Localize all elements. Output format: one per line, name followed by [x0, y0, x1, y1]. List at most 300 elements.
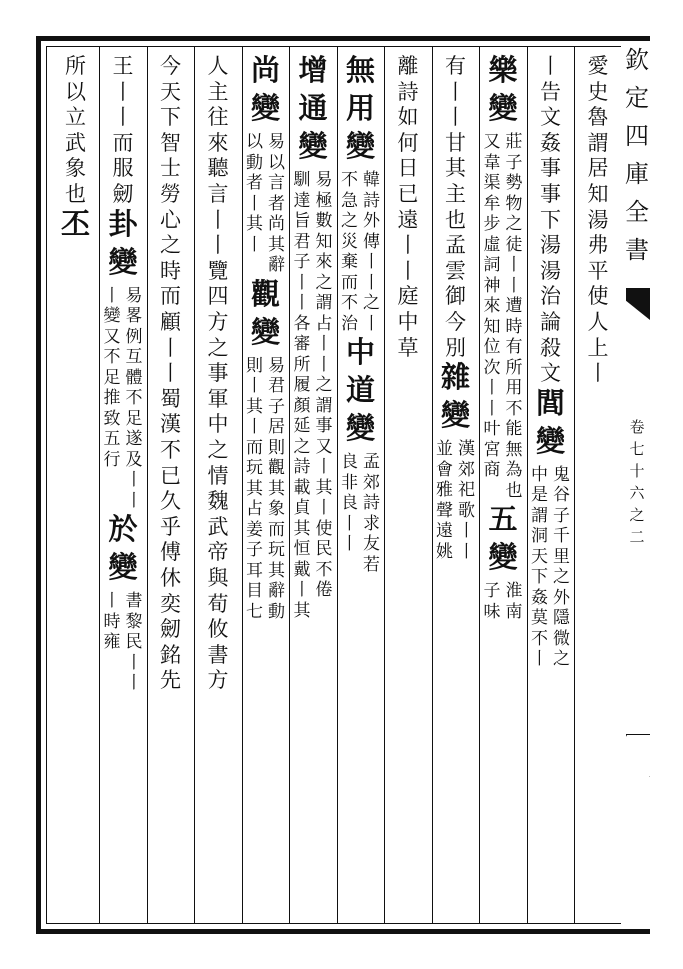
annotation-char: 遭 [505, 296, 523, 316]
annotation-char: 易 [125, 285, 143, 306]
text-char: 日 [397, 156, 419, 181]
text-char: 何 [397, 130, 419, 155]
annotation-char: 書 [125, 591, 143, 612]
text-char: 甘 [445, 130, 466, 155]
annotation-char: 宮 [483, 439, 501, 460]
text-char: 使 [587, 284, 609, 309]
text-char: 湯 [540, 258, 561, 283]
annotation-char: 南 [505, 601, 523, 622]
text-char: 中 [397, 310, 419, 334]
text-char: 攸 [207, 617, 229, 642]
text-char: 聽 [207, 156, 229, 181]
annotation-char: 步 [483, 214, 501, 234]
text-char: 事 [540, 182, 561, 206]
annotation-char: 目 [246, 581, 263, 601]
annotation-char: 下 [531, 567, 548, 588]
text-char: 象 [65, 156, 86, 181]
annotation-char: 之 [315, 375, 333, 395]
text-char: 而 [160, 284, 181, 309]
column-divider [527, 47, 528, 923]
text-char: 人 [587, 310, 609, 334]
annotation-char: 例 [125, 326, 143, 347]
annotation-char: 馴 [293, 170, 311, 190]
annotation-char: 丨 [246, 417, 263, 437]
column-divider [194, 47, 195, 923]
text-char: 丨 [445, 79, 466, 104]
annotation-char: 丨 [246, 376, 263, 396]
heading-char: 增 [298, 53, 328, 87]
annotation-char: 遂 [125, 429, 143, 450]
annotation-char: 叶 [483, 419, 501, 439]
text-char: 文 [540, 105, 561, 130]
annotation-char: 並 [436, 439, 453, 460]
annotation-char: 知 [483, 316, 501, 337]
annotation-char: 又 [483, 132, 501, 152]
text-char: 王 [112, 54, 134, 78]
book-title-margin [620, 42, 654, 282]
column-divider [289, 47, 290, 923]
annotation-char: 畧 [125, 306, 143, 327]
annotation-char: 是 [531, 485, 548, 506]
annotation-char: 姦 [531, 587, 548, 608]
annotation-char: 外 [363, 211, 380, 231]
column-divider [99, 47, 100, 923]
text-char: 論 [540, 310, 561, 334]
text-char: 之 [207, 438, 229, 462]
annotation-char: 戴 [293, 559, 311, 580]
annotation-char: 之 [553, 649, 570, 670]
text-char: 今 [160, 54, 181, 78]
annotation-char: 言 [268, 173, 285, 193]
annotation-char: 商 [483, 460, 501, 480]
annotation-char: 丨 [246, 193, 263, 214]
text-char: 魯 [587, 105, 609, 130]
text-char: 庭 [397, 284, 419, 309]
heading-char: 通 [298, 91, 328, 125]
title-char: 四 [625, 122, 649, 150]
text-char: 立 [65, 105, 86, 130]
text-char: 告 [540, 79, 561, 104]
annotation-char: 其 [246, 214, 263, 234]
title-char: 欽 [625, 46, 649, 74]
text-char: 也 [445, 207, 466, 232]
annotation-char: 其 [268, 560, 285, 581]
volume-char: 六 [629, 484, 645, 502]
text-char: 銘 [160, 642, 181, 667]
heading-char: 變 [108, 244, 138, 279]
text-char: 心 [160, 207, 181, 232]
annotation-char: 動 [268, 601, 285, 622]
annotation-char: 謂 [315, 395, 333, 416]
annotation-char: 延 [293, 416, 311, 436]
column-divider [479, 47, 480, 923]
annotation-char: 不 [341, 293, 358, 313]
annotation-char: 所 [505, 357, 523, 378]
annotation-char: 急 [341, 190, 358, 211]
annotation-char: 詩 [363, 190, 380, 211]
annotation-char: 丨 [363, 313, 380, 334]
annotation-char: 之 [505, 214, 523, 234]
title-char: 全 [625, 198, 649, 226]
annotation-char: 行 [103, 449, 121, 470]
annotation-char: 外 [553, 587, 570, 608]
annotation-char: 極 [315, 190, 333, 211]
annotation-char: 次 [483, 357, 501, 378]
text-char: 已 [397, 182, 419, 206]
text-char: 天 [160, 79, 181, 104]
annotation-char: 各 [293, 313, 311, 334]
text-char: 主 [445, 182, 466, 206]
text-char: 服 [112, 156, 134, 181]
annotation-char: 易 [268, 355, 285, 376]
annotation-char: 貞 [293, 498, 311, 518]
annotation-char: 時 [103, 611, 121, 632]
annotation-char: 郊 [458, 459, 475, 480]
annotation-char: 時 [505, 316, 523, 337]
annotation-char: 謂 [315, 293, 333, 313]
text-char: 情 [207, 463, 229, 488]
text-char: 詩 [397, 79, 419, 104]
text-char: 丨 [397, 233, 419, 258]
annotation-char: 丨 [315, 498, 333, 518]
heading-char: 變 [488, 540, 518, 574]
annotation-char: 求 [363, 513, 380, 534]
annotation-char: 互 [125, 347, 143, 368]
annotation-char: 致 [103, 408, 121, 429]
annotation-char: 易 [268, 132, 285, 152]
text-char: 也 [65, 182, 86, 206]
annotation-char: 丨 [531, 649, 548, 670]
text-char: 方 [207, 310, 229, 334]
annotation-char: 者 [246, 173, 263, 193]
annotation-char: 君 [293, 231, 311, 252]
annotation-char: 有 [505, 337, 523, 357]
annotation-char: 丨 [341, 534, 358, 554]
annotation-char: 災 [341, 231, 358, 252]
annotation-char: 君 [268, 376, 285, 396]
text-char: 上 [587, 335, 609, 360]
annotation-char: 丨 [293, 580, 311, 600]
text-char: 別 [445, 335, 466, 360]
annotation-char: 旨 [293, 211, 311, 231]
text-char: 來 [207, 130, 229, 155]
annotation-char: 者 [268, 193, 285, 214]
annotation-char: 民 [125, 632, 143, 653]
title-char: 書 [625, 236, 649, 264]
annotation-char: 非 [341, 472, 358, 493]
annotation-char: 微 [553, 628, 570, 649]
annotation-char: 足 [125, 408, 143, 429]
annotation-char: 之 [315, 272, 333, 293]
annotation-char: 不 [341, 170, 358, 190]
annotation-char: 祀 [458, 480, 475, 501]
annotation-char: 其 [293, 600, 311, 621]
text-char: 往 [207, 105, 229, 130]
annotation-char: 丨 [363, 252, 380, 272]
annotation-char: 數 [315, 211, 333, 231]
column-divider [242, 47, 243, 923]
annotation-char: 丨 [483, 378, 501, 398]
annotation-char: 詩 [293, 457, 311, 477]
text-char: 奕 [160, 591, 181, 616]
annotation-char: 之 [553, 567, 570, 588]
annotation-char: 之 [293, 436, 311, 457]
annotation-char: 丨 [483, 398, 501, 419]
text-char: 姦 [540, 130, 561, 155]
text-char: 殺 [540, 335, 561, 360]
annotation-char: 良 [341, 452, 358, 472]
annotation-char: 民 [315, 539, 333, 559]
annotation-char: 其 [246, 396, 263, 417]
annotation-char: 能 [505, 419, 523, 439]
annotation-char: 千 [553, 526, 570, 547]
annotation-char: 雍 [103, 632, 121, 653]
text-char: 與 [207, 566, 229, 590]
text-char: 中 [207, 412, 229, 437]
volume-char: 二 [629, 528, 645, 546]
annotation-char: 而 [341, 272, 358, 293]
annotation-char: 詩 [363, 493, 380, 513]
text-char: 之 [207, 335, 229, 360]
text-char: 今 [445, 310, 466, 334]
volume-char: 卷 [629, 418, 645, 436]
text-char: 蜀 [160, 386, 181, 411]
annotation-char: 不 [505, 398, 523, 419]
text-char: 事 [540, 156, 561, 181]
text-char: 丨 [160, 361, 181, 386]
annotation-char: 丨 [103, 285, 121, 306]
annotation-char: 謂 [531, 505, 548, 526]
annotation-char: 丨 [293, 272, 311, 293]
text-char: 治 [540, 284, 561, 309]
annotation-char: 歌 [458, 500, 475, 521]
text-char: 武 [207, 514, 229, 539]
column-divider [147, 47, 148, 923]
heading-char: 雜 [440, 360, 470, 395]
annotation-char: 丨 [458, 521, 475, 542]
text-char: 丨 [397, 258, 419, 283]
annotation-char: 聲 [436, 500, 453, 521]
annotation-char: 姜 [246, 519, 263, 540]
heading-char: 觀 [250, 276, 280, 311]
annotation-char: 孟 [363, 452, 380, 472]
heading-char: 變 [345, 411, 375, 445]
column-divider [574, 47, 575, 923]
annotation-char: 徒 [505, 234, 523, 255]
text-char: 漢 [160, 412, 181, 437]
annotation-char: 中 [531, 464, 548, 485]
annotation-char: 洞 [531, 526, 548, 547]
text-char: 而 [112, 130, 134, 155]
annotation-char: 丨 [315, 334, 333, 354]
text-char: 如 [397, 105, 419, 130]
text-char: 弗 [587, 233, 609, 258]
annotation-char: 尚 [268, 214, 285, 234]
text-char: 下 [540, 207, 561, 232]
text-char: 御 [445, 284, 466, 309]
heading-char: 卦 [108, 206, 138, 241]
annotation-char: 勢 [505, 173, 523, 193]
text-char: 史 [587, 79, 609, 104]
text-char: 下 [160, 105, 181, 130]
annotation-char: 丨 [125, 490, 143, 511]
annotation-char: 七 [246, 601, 263, 622]
annotation-char: 丨 [505, 255, 523, 275]
annotation-char: 子 [268, 396, 285, 417]
text-char: 離 [397, 54, 419, 78]
annotation-char: 味 [483, 601, 501, 622]
text-char: 先 [160, 668, 181, 693]
annotation-char: 居 [268, 417, 285, 437]
annotation-char: 知 [315, 231, 333, 252]
annotation-char: 若 [363, 554, 380, 575]
text-char: 覽 [207, 258, 229, 283]
text-char: 勞 [160, 182, 181, 206]
annotation-char: 丨 [363, 272, 380, 293]
annotation-char: 漢 [458, 439, 475, 460]
annotation-char: 遠 [436, 521, 453, 542]
text-char: 士 [160, 156, 181, 181]
text-char: 人 [207, 54, 229, 78]
annotation-char: 姚 [436, 541, 453, 562]
text-char: 之 [160, 233, 181, 258]
text-char: 劒 [160, 617, 181, 642]
annotation-char: 傳 [363, 231, 380, 252]
text-char: 言 [207, 182, 229, 206]
annotation-char: 子 [483, 581, 501, 601]
text-char: 丨 [207, 233, 229, 258]
annotation-char: 觀 [268, 458, 285, 478]
annotation-char: 丨 [125, 652, 143, 673]
annotation-char: 天 [531, 546, 548, 567]
annotation-char: 韋 [483, 152, 501, 173]
text-char: 不 [160, 438, 181, 462]
text-char: 有 [445, 54, 466, 78]
text-char: 雲 [445, 258, 466, 283]
heading-char: 無 [345, 53, 375, 87]
text-char: 遠 [397, 207, 419, 232]
annotation-char: 詞 [483, 255, 501, 275]
annotation-char: 易 [315, 170, 333, 190]
annotation-char: 則 [268, 437, 285, 458]
fishtail-lower-mark [626, 734, 650, 778]
annotation-char: 谷 [553, 485, 570, 506]
text-char: 丨 [112, 105, 134, 130]
heading-char: 變 [250, 91, 280, 125]
column-divider [384, 47, 385, 923]
text-char: 劒 [112, 182, 134, 206]
annotation-char: 渠 [483, 173, 501, 193]
annotation-char: 友 [363, 534, 380, 554]
annotation-char: 丨 [505, 275, 523, 296]
annotation-char: 不 [315, 559, 333, 580]
annotation-char: 履 [293, 375, 311, 395]
annotation-char: 以 [246, 132, 263, 152]
text-char: 平 [587, 258, 609, 283]
annotation-char: 之 [341, 211, 358, 231]
text-char: 方 [207, 668, 229, 693]
text-char: 知 [587, 182, 609, 206]
annotation-char: 子 [293, 252, 311, 272]
text-char: 休 [160, 566, 181, 590]
volume-char: 之 [629, 506, 645, 524]
heading-char: 用 [345, 91, 375, 125]
annotation-char: 體 [125, 367, 143, 388]
heading-char: 丕 [60, 206, 90, 241]
annotation-char: 達 [293, 190, 311, 211]
annotation-char: 會 [436, 459, 453, 480]
heading-char: 尚 [250, 53, 280, 87]
text-char: 丨 [587, 361, 609, 386]
text-char: 乎 [160, 514, 181, 539]
annotation-char: 子 [553, 505, 570, 526]
annotation-char: 丨 [315, 354, 333, 375]
text-char: 丨 [160, 335, 181, 360]
annotation-char: 辭 [268, 581, 285, 601]
annotation-char: 事 [315, 416, 333, 436]
annotation-char: 又 [103, 326, 121, 347]
text-char: 謂 [587, 130, 609, 155]
annotation-char: 動 [246, 152, 263, 173]
annotation-char: 無 [505, 439, 523, 460]
annotation-char: 變 [103, 306, 121, 327]
annotation-char: 莊 [505, 132, 523, 152]
text-char: 丨 [540, 54, 561, 78]
text-char: 武 [65, 130, 86, 155]
text-char: 文 [540, 361, 561, 386]
annotation-char: 神 [483, 275, 501, 296]
heading-char: 變 [298, 129, 328, 163]
annotation-char: 不 [531, 628, 548, 649]
annotation-char: 載 [293, 477, 311, 498]
annotation-char: 子 [246, 540, 263, 560]
text-char: 帝 [207, 540, 229, 565]
text-char: 其 [445, 156, 466, 181]
text-char: 居 [587, 156, 609, 181]
annotation-char: 耳 [246, 560, 263, 581]
annotation-char: 用 [505, 378, 523, 398]
annotation-char: 五 [103, 429, 121, 450]
text-char: 荀 [207, 591, 229, 616]
annotation-char: 牟 [483, 193, 501, 214]
heading-char: 變 [250, 314, 280, 349]
annotation-char: 其 [268, 234, 285, 255]
annotation-char: 辭 [268, 255, 285, 275]
annotation-char: 而 [268, 519, 285, 540]
text-char: 丨 [445, 105, 466, 130]
volume-char: 十 [629, 462, 645, 480]
annotation-char: 玩 [268, 540, 285, 560]
text-char: 草 [397, 335, 419, 360]
text-char: 書 [207, 642, 229, 667]
annotation-char: 顏 [293, 395, 311, 416]
heading-char: 變 [345, 129, 375, 163]
heading-char: 中 [345, 335, 375, 369]
annotation-char: 不 [125, 388, 143, 409]
annotation-char: 丨 [246, 234, 263, 255]
annotation-char: 治 [341, 313, 358, 334]
annotation-char: 以 [268, 152, 285, 173]
column-divider [337, 47, 338, 923]
annotation-char: 良 [341, 493, 358, 513]
annotation-char: 里 [553, 546, 570, 567]
heading-char: 於 [108, 512, 138, 547]
annotation-char: 雅 [436, 480, 453, 501]
annotation-char: 則 [246, 355, 263, 376]
annotation-char: 而 [246, 437, 263, 458]
annotation-char: 鬼 [553, 464, 570, 485]
text-char: 傅 [160, 540, 181, 565]
